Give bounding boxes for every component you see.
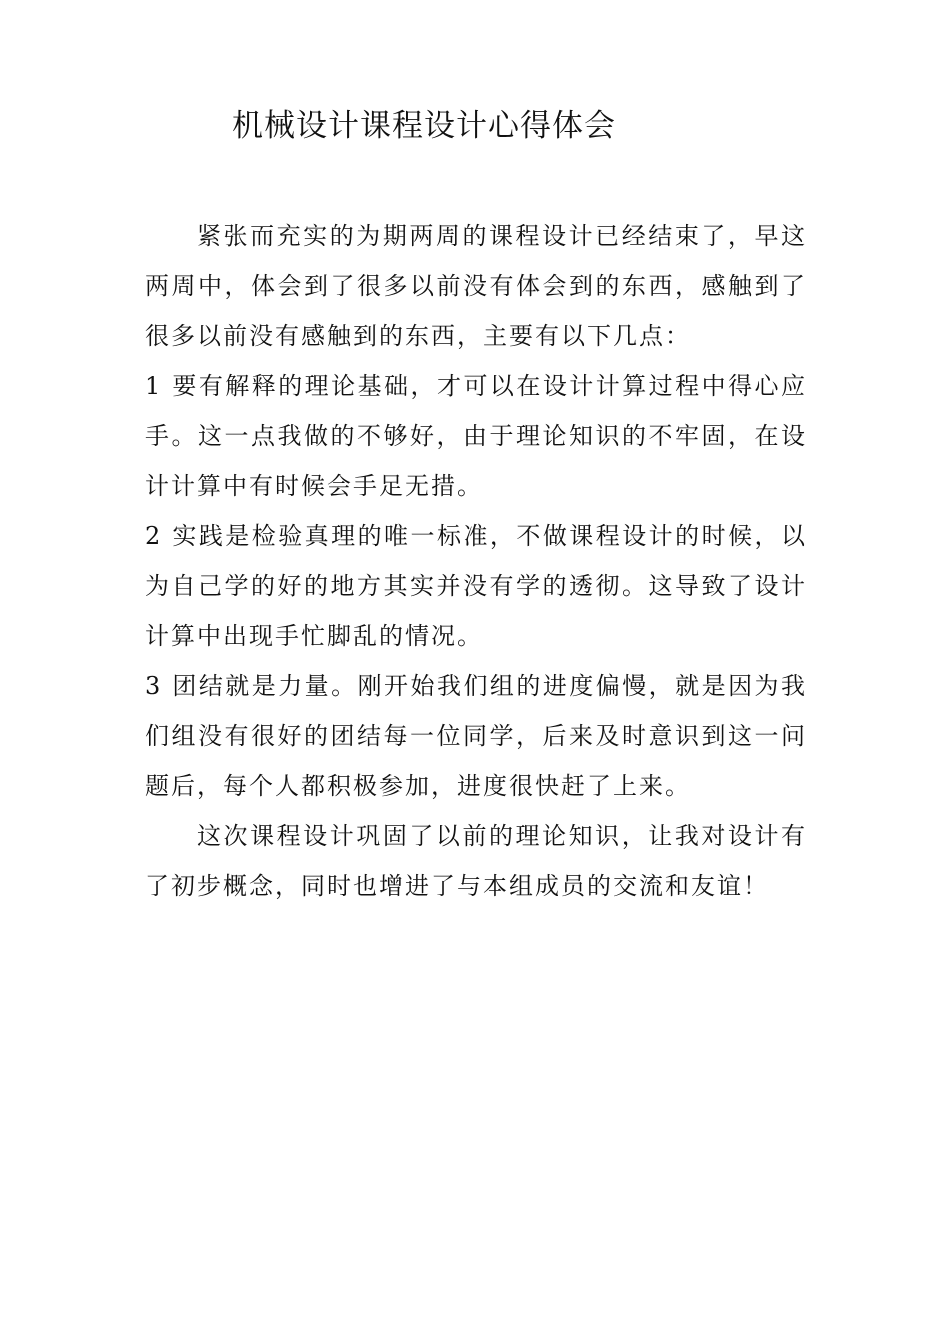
point-3-paragraph: 3 团结就是力量。刚开始我们组的进度偏慢，就是因为我们组没有很好的团结每一位同学，后来及时意识到这一问题后，每个人都积极参加，进度很快赶了上来。 <box>145 672 807 800</box>
document-body <box>145 211 807 911</box>
point-1-paragraph: 1 要有解释的理论基础，才可以在设计计算过程中得心应手。这一点我做的不够好，由于理论知识的不牢固，在设计计算中有时候会手足无措。 <box>145 372 807 500</box>
conclusion-paragraph: 这次课程设计巩固了以前的理论知识，让我对设计有了初步概念，同时也增进了与本组成员的交流和友谊！ <box>145 822 807 900</box>
document-title: 机械设计课程设计心得体会 <box>232 108 616 144</box>
intro-paragraph: 紧张而充实的为期两周的课程设计已经结束了，早这两周中，体会到了很多以前没有体会到的东西，感触到了很多以前没有感触到的东西，主要有以下几点： <box>145 222 807 350</box>
point-2-paragraph: 2 实践是检验真理的唯一标准，不做课程设计的时候，以为自己学的好的地方其实并没有学的透彻。这导致了设计计算中出现手忙脚乱的情况。 <box>145 522 807 650</box>
